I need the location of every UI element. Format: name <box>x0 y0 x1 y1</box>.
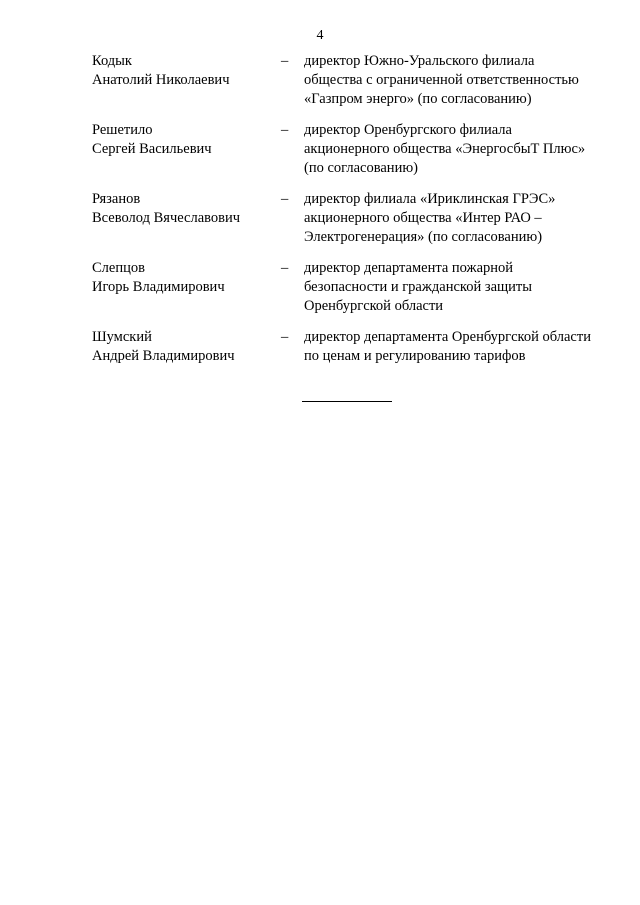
role-line: директор филиала «Ириклинская ГРЭС» <box>304 191 556 207</box>
member-surname: Кодык <box>92 53 132 69</box>
member-given-name: Андрей Владимирович <box>92 348 235 364</box>
dash-separator: – <box>281 329 289 345</box>
role-line: по ценам и регулированию тарифов <box>304 348 526 364</box>
member-entry <box>0 121 640 190</box>
closing-rule <box>302 401 392 402</box>
member-given-name: Анатолий Николаевич <box>92 72 230 88</box>
member-role <box>304 52 624 109</box>
member-name <box>92 259 272 297</box>
member-role <box>304 190 624 247</box>
member-surname: Рязанов <box>92 191 141 207</box>
dash-separator: – <box>281 260 289 276</box>
member-name <box>92 328 272 366</box>
dash-separator: – <box>281 53 289 69</box>
member-given-name: Сергей Васильевич <box>92 141 212 157</box>
member-name <box>92 121 272 159</box>
member-entry <box>0 52 640 121</box>
role-line: Электрогенерация» (по согласованию) <box>304 229 543 245</box>
dash-separator: – <box>281 122 289 138</box>
member-given-name: Всеволод Вячеславович <box>92 210 241 226</box>
member-role <box>304 121 624 178</box>
role-line: (по согласованию) <box>304 160 418 176</box>
role-line: Оренбургской области <box>304 298 444 314</box>
member-surname: Решетило <box>92 122 153 138</box>
role-line: директор Оренбургского филиала <box>304 122 512 138</box>
member-entry <box>0 190 640 259</box>
member-role <box>304 259 624 316</box>
role-line: директор департамента пожарной <box>304 260 514 276</box>
dash-separator: – <box>281 191 289 207</box>
member-entry <box>0 259 640 328</box>
member-surname: Слепцов <box>92 260 145 276</box>
page-number: 4 <box>316 28 324 43</box>
role-line: безопасности и гражданской защиты <box>304 279 533 295</box>
member-list <box>0 52 640 397</box>
member-name <box>92 52 272 90</box>
role-line: «Газпром энерго» (по согласованию) <box>304 91 532 107</box>
role-line: акционерного общества «ЭнергосбыТ Плюс» <box>304 141 586 157</box>
role-line: общества с ограниченной ответственностью <box>304 72 579 88</box>
member-name <box>92 190 272 228</box>
role-line: директор департамента Оренбургской области <box>304 329 591 345</box>
member-entry <box>0 328 640 397</box>
member-surname: Шумский <box>92 329 152 345</box>
role-line: акционерного общества «Интер РАО – <box>304 210 542 226</box>
member-role <box>304 328 624 366</box>
member-given-name: Игорь Владимирович <box>92 279 225 295</box>
role-line: директор Южно-Уральского филиала <box>304 53 535 69</box>
